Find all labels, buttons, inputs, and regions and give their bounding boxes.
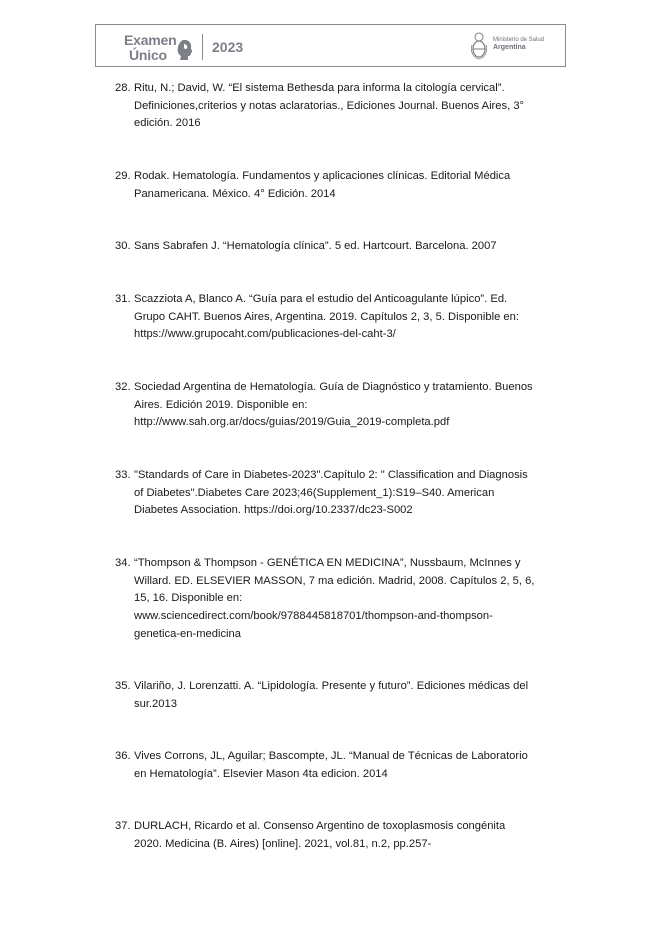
reference-line: Grupo CAHT. Buenos Aires, Argentina. 2019. Capítulos 2, 3, 5. Disponible en: [134, 310, 519, 323]
header-divider [202, 34, 203, 60]
reference-line: "Standards of Care in Diabetes-2023".Capítulo 2: " Classification and Diagnosis [134, 469, 528, 481]
reference-item [115, 80, 575, 133]
reference-line: Definiciones,criterios y notas aclaratorias., Ediciones Journal. Buenos Aires, 3° [134, 99, 525, 112]
exam-year: 2023 [212, 39, 244, 55]
reference-line: Sociedad Argentina de Hematología. Guía de Diagnóstico y tratamiento. Buenos [134, 381, 533, 393]
reference-line: Vilariño, J. Lorenzatti. A. “Lipidología. Presente y futuro”. Ediciones médicas del [134, 680, 529, 692]
reference-line: Sans Sabrafen J. “Hematología clínica”. 5 ed. Hartcourt. Barcelona. 2007 [134, 240, 497, 252]
reference-line: www.sciencedirect.com/book/9788445818701/thompson-and-thompson- [134, 610, 493, 623]
reference-line: of Diabetes".Diabetes Care 2023;46(Supplement_1):S19–S40. American [134, 486, 495, 499]
reference-text [134, 467, 575, 520]
reference-item [115, 555, 575, 644]
reference-number: 37. [115, 820, 131, 832]
reference-text [134, 818, 575, 853]
reference-text [134, 80, 575, 133]
reference-number: 32. [115, 381, 131, 393]
reference-line: Willard. ED. ELSEVIER MASSON, 7 ma edición. Madrid, 2008. Capítulos 2, 5, 6, [134, 574, 535, 587]
reference-number: 34. [115, 557, 131, 569]
reference-item [115, 467, 575, 520]
reference-number: 29. [115, 170, 131, 182]
profile-silhouette-icon [176, 39, 194, 61]
reference-line: Ritu, N.; David, W. “El sistema Bethesda para informa la citología cervical”. [134, 82, 505, 94]
page-header [95, 24, 566, 67]
reference-text [134, 748, 575, 783]
reference-item [115, 168, 575, 203]
reference-line: “Thompson & Thompson - GENÉTICA EN MEDICINA”, Nussbaum, McInnes y [134, 557, 521, 569]
reference-text [134, 168, 575, 203]
brand-line2: Único [129, 47, 167, 63]
reference-line: 2020. Medicina (B. Aires) [online]. 2021, vol.81, n.2, pp.257- [134, 837, 432, 850]
reference-item [115, 238, 575, 256]
reference-line: sur.2013 [134, 697, 177, 710]
reference-number: 30. [115, 240, 131, 252]
reference-line: https://www.grupocaht.com/publicaciones-del-caht-3/ [134, 328, 396, 341]
reference-line: Rodak. Hematología. Fundamentos y aplicaciones clínicas. Editorial Médica [134, 170, 511, 182]
reference-line: Aires. Edición 2019. Disponible en: [134, 398, 308, 411]
reference-line: DURLACH, Ricardo et al. Consenso Argentino de toxoplasmosis congénita [134, 820, 506, 832]
reference-item [115, 379, 575, 432]
reference-line: en Hematología”. Elsevier Mason 4ta edicion. 2014 [134, 767, 388, 780]
reference-item [115, 748, 575, 783]
national-emblem-icon [470, 31, 488, 61]
ministry-name: Ministerio de Salud [493, 37, 545, 43]
reference-line: Scazziota A, Blanco A. “Guía para el estudio del Anticoagulante lúpico”. Ed. [134, 293, 508, 305]
reference-number: 31. [115, 293, 131, 305]
ministry-country: Argentina [493, 44, 526, 51]
reference-line: Panamericana. México. 4° Edición. 2014 [134, 187, 336, 200]
reference-item [115, 818, 575, 853]
reference-number: 35. [115, 680, 131, 692]
reference-line: http://www.sah.org.ar/docs/guias/2019/Guia_2019-completa.pdf [134, 416, 450, 429]
reference-item [115, 291, 575, 344]
reference-text [134, 238, 575, 256]
reference-line: Vives Corrons, JL, Aguilar; Bascompte, JL. “Manual de Técnicas de Laboratorio [134, 750, 528, 762]
reference-line: 15, 16. Disponible en: [134, 592, 243, 605]
reference-text [134, 555, 575, 644]
reference-text [134, 678, 575, 713]
brand-line1: Examen [124, 32, 177, 48]
reference-text [134, 291, 575, 344]
reference-text [134, 379, 575, 432]
reference-item [115, 678, 575, 713]
reference-number: 33. [115, 469, 131, 481]
examen-unico-logo [124, 29, 188, 65]
ministry-label [493, 37, 544, 51]
reference-line: edición. 2016 [134, 117, 201, 130]
reference-number: 36. [115, 750, 131, 762]
reference-number: 28. [115, 82, 131, 94]
reference-line: genetica-en-medicina [134, 627, 241, 640]
reference-line: Diabetes Association. https://doi.org/10.2337/dc23-S002 [134, 504, 413, 517]
